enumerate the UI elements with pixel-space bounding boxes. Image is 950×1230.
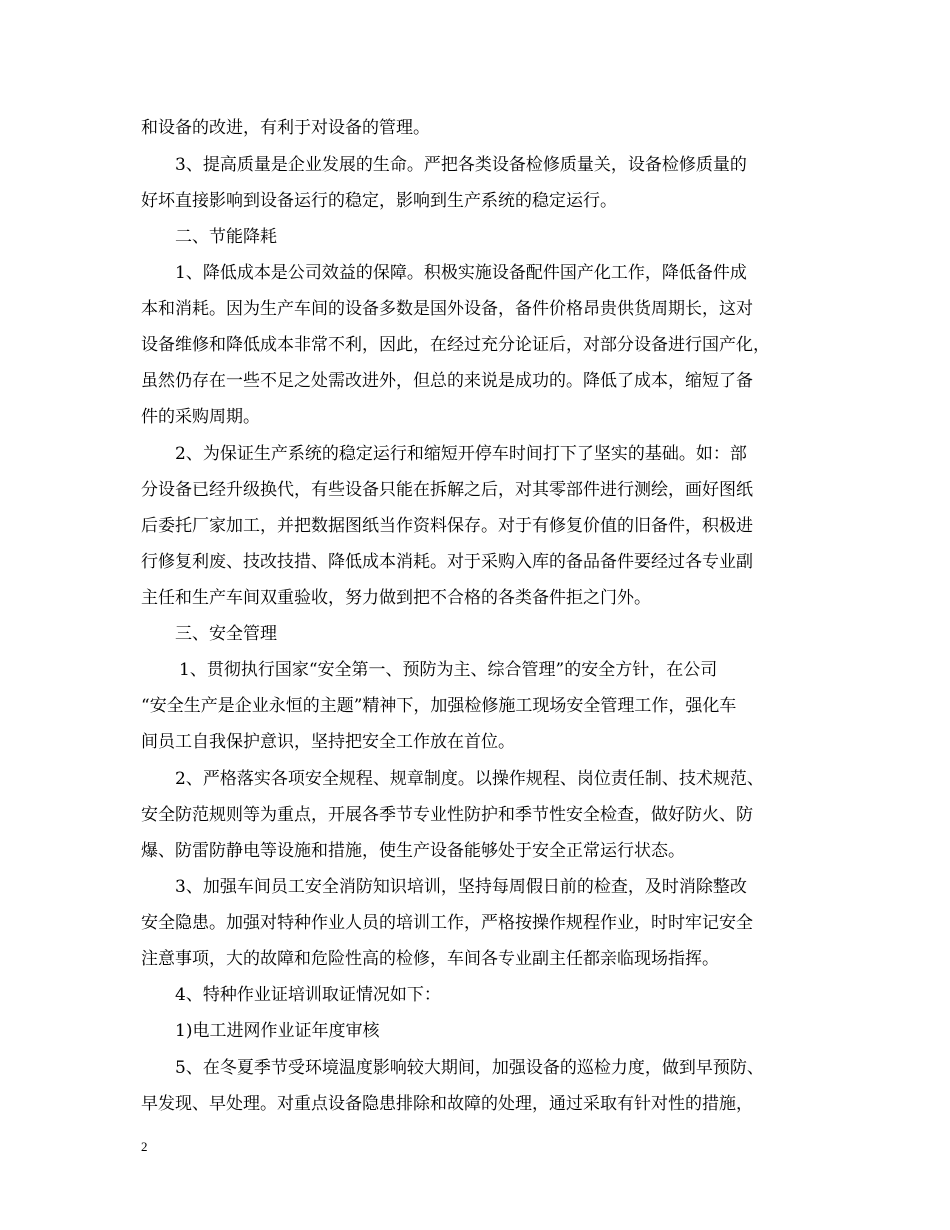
text-line: 设备维修和降低成本非常不利，因此，在经过充分论证后，对部分设备进行国产化， [141,335,770,355]
text-line: 虽然仍存在一些不足之处需改进外，但总的来说是成功的。降低了成本，缩短了备 [141,371,753,391]
text-line: 分设备已经升级换代，有些设备只能在拆解之后，对其零部件进行测绘，画好图纸 [141,480,753,500]
text-line: 3、加强车间员工安全消防知识培训，坚持每周假日前的检查，及时消除整改 [175,877,747,897]
text-line: 1、降低成本是公司效益的保障。积极实施设备配件国产化工作，降低备件成 [175,263,747,283]
text-line: 和设备的改进，有利于对设备的管理。 [141,118,430,138]
text-line: 3、提高质量是企业发展的生命。严把各类设备检修质量关，设备检修质量的 [175,155,747,175]
text-line: 爆、防雷防静电等设施和措施，使生产设备能够处于安全正常运行状态。 [141,841,685,861]
section-heading: 三、安全管理 [175,624,277,644]
section-heading: 二、节能降耗 [175,227,277,247]
text-line: 2、为保证生产系统的稳定运行和缩短开停车时间打下了坚实的基础。如：部 [175,444,747,464]
text-line: 行修复利废、技改技措、降低成本消耗。对于采购入库的备品备件要经过各专业副 [141,552,753,572]
text-line: 好坏直接影响到设备运行的稳定，影响到生产系统的稳定运行。 [141,191,617,211]
text-line: 4、特种作业证培训取证情况如下： [175,985,441,1005]
text-line: 件的采购周期。 [141,407,260,427]
text-line: 注意事项，大的故障和危险性高的检修，车间各专业副主任都亲临现场指挥。 [141,949,719,969]
text-line: 安全防范规则等为重点，开展各季节专业性防护和季节性安全检查，做好防火、防 [141,805,753,825]
text-line: 间员工自我保护意识，坚持把安全工作放在首位。 [141,732,515,752]
text-line: 2、严格落实各项安全规程、规章制度。以操作规程、岗位责任制、技术规范、 [175,769,764,789]
text-line: 1、贯彻执行国家“安全第一、预防为主、综合管理”的安全方针，在公司 [179,660,718,680]
text-line: 1)电工进网作业证年度审核 [175,1021,380,1041]
text-line: 安全隐患。加强对特种作业人员的培训工作，严格按操作规程作业，时时牢记安全 [141,913,753,933]
page-number: 2 [141,1139,148,1154]
text-line: 主任和生产车间双重验收，努力做到把不合格的各类备件拒之门外。 [141,588,651,608]
text-line: 早发现、早处理。对重点设备隐患排除和故障的处理，通过采取有针对性的措施， [141,1094,753,1114]
text-line: 5、在冬夏季节受环境温度影响较大期间，加强设备的巡检力度，做到早预防、 [175,1058,764,1078]
text-line: “安全生产是企业永恒的主题”精神下，加强检修施工现场安全管理工作，强化车 [141,696,737,716]
text-line: 本和消耗。因为生产车间的设备多数是国外设备，备件价格昂贵供货周期长，这对 [141,299,753,319]
text-line: 后委托厂家加工，并把数据图纸当作资料保存。对于有修复价值的旧备件，积极进 [141,516,753,536]
